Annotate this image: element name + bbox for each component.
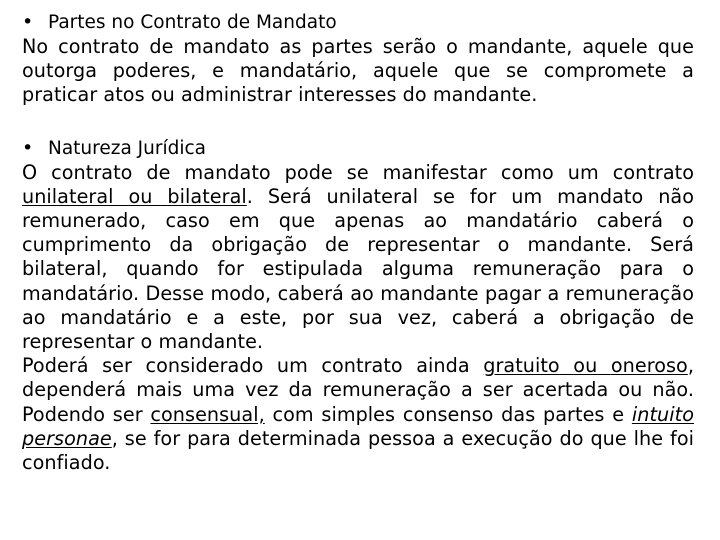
text-run: , dependerá mais uma vez da remuneração a ser acertada ou não. Podendo ser [22, 354, 694, 426]
text-run: com simples consenso das partes e [264, 402, 632, 426]
underlined-term-unilateral: unilateral [22, 184, 114, 208]
underlined-space [152, 185, 167, 208]
text-run: Poderá ser considerado um contrato ainda [22, 354, 484, 378]
paragraph-parties: No contrato de mandato as partes serão o mandante, aquele que outorga poderes, e mandatário, aquele que se compromete a praticar atos ou administrar interesses do mandante. [22, 35, 694, 107]
text-run: . Será unilateral se for um mandato não remunerado, caso em que apenas ao mandatário caberá o cumprimento da obrigação de representar o mandante. Será bilateral, quando for estipulada alguma remuneração para o mandatário. Desse modo, caberá ao mandante pagar a remuneração ao mandatário e a este, por sua vez, caberá a obrigação de representar o mandante. [22, 184, 695, 354]
bullet-icon: • [22, 11, 34, 33]
paragraph-legal-nature-2 [22, 354, 694, 475]
heading-text: Partes no Contrato de Mandato [48, 12, 337, 33]
text-run: , se for para determinada pessoa a execução do que lhe foi confiado. [22, 426, 694, 475]
paragraph-legal-nature-1 [22, 161, 694, 355]
text-run: O contrato de mandato pode se manifestar como um contrato [22, 160, 694, 184]
underlined-term-consensual: consensual, [150, 402, 265, 426]
slide-content [22, 10, 694, 475]
underlined-space [597, 354, 611, 377]
spacer [22, 108, 694, 136]
underlined-term-bilateral: bilateral [167, 184, 247, 208]
underlined-term-ou: ou [573, 354, 598, 378]
section-heading-legal-nature [22, 136, 694, 161]
underlined-term-intuito-personae: intuito personae [22, 402, 694, 450]
underlined-term-ou: ou [128, 184, 153, 208]
bullet-icon: • [22, 136, 34, 159]
underlined-term-oneroso: oneroso [610, 354, 688, 378]
section-heading-parties [22, 10, 694, 35]
underlined-space [114, 185, 129, 208]
heading-text: Natureza Jurídica [48, 137, 206, 159]
underlined-space [560, 354, 574, 377]
underlined-term-gratuito: gratuito [483, 354, 560, 378]
